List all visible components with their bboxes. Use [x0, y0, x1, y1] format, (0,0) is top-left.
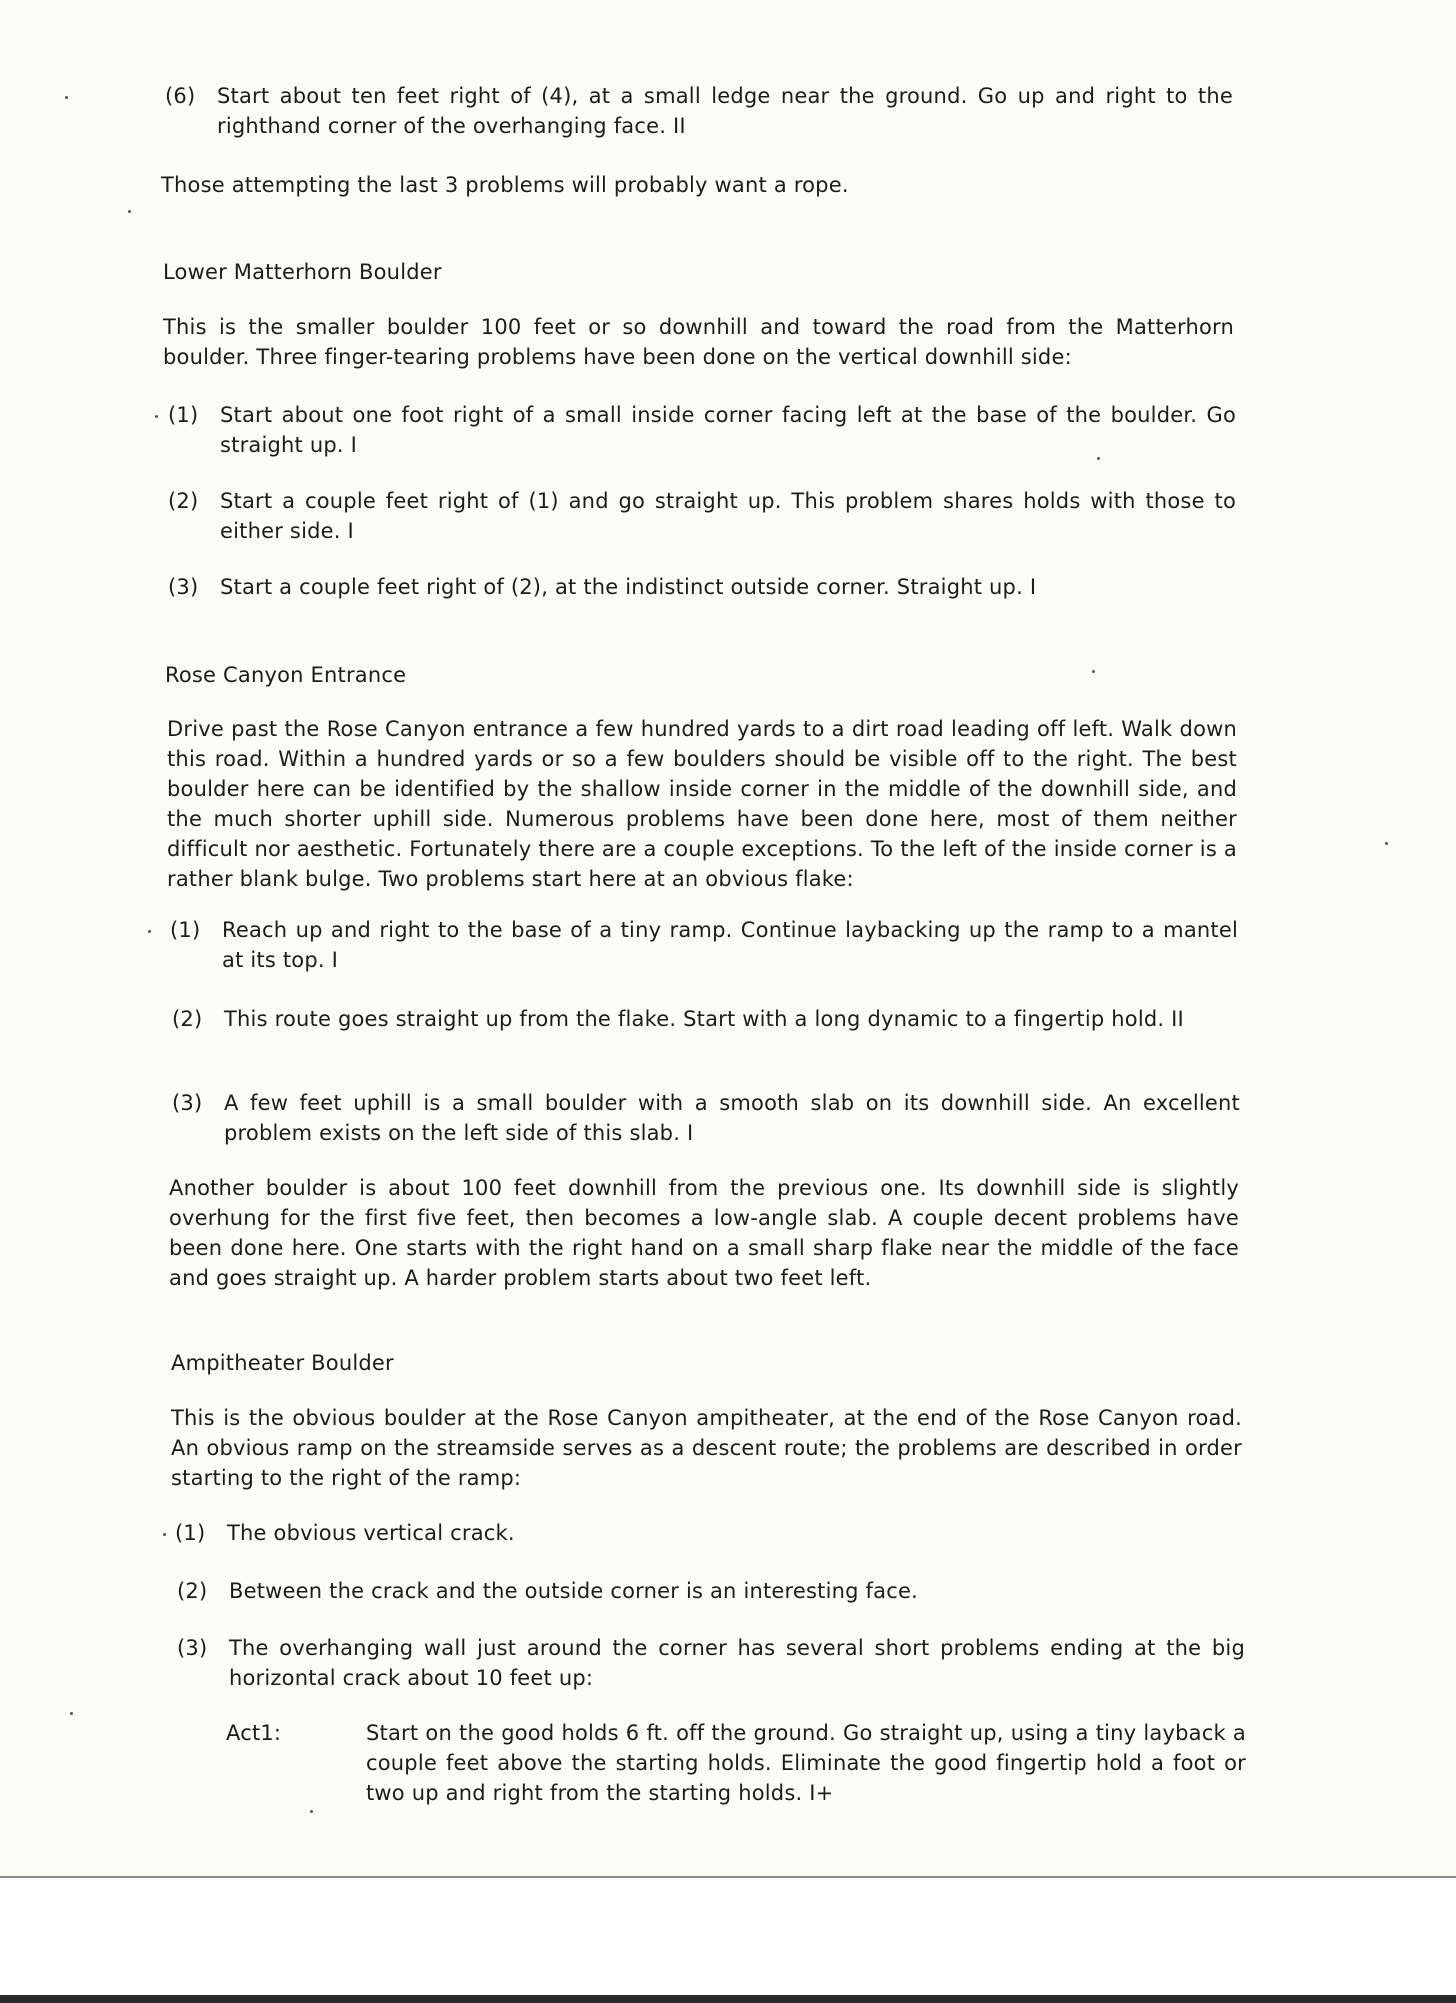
- scan-speck: [1385, 842, 1388, 845]
- problem-text: Start about ten feet right of (4), at a small ledge near the ground. Go up and right to the righthand corner of the overhanging face. II: [217, 84, 1233, 138]
- rose-canyon-problem-3: [172, 1088, 1240, 1148]
- ampitheater-problem-1: [175, 1518, 1243, 1548]
- section-heading-lower-matterhorn: Lower Matterhorn Boulder: [163, 260, 442, 284]
- rose-canyon-outro: Another boulder is about 100 feet downhill from the previous one. Its downhill side is slightly overhung for the first five feet, then becomes a low-angle slab. A couple decent problems have been done here. One starts with the right hand on a small sharp flake near the middle of the face and goes straight up. A harder problem starts about two feet left.: [169, 1176, 1239, 1290]
- problem-text: Between the crack and the outside corner is an interesting face.: [229, 1579, 918, 1603]
- act-1: [226, 1718, 1246, 1808]
- scan-speck: [163, 1533, 166, 1536]
- problem-text: A few feet uphill is a small boulder with a smooth slab on its downhill side. An excellent problem exists on the left side of this slab. I: [224, 1091, 1240, 1145]
- rose-canyon-intro: Drive past the Rose Canyon entrance a few hundred yards to a dirt road leading off left. Walk down this road. Within a hundred yards or so a few boulders should be visible off to the right. The best boulder here can be identified by the shallow inside corner in the middle of the downhill side, and the much shorter uphill side. Numerous problems have been done here, most of them neither difficult nor aesthetic. Fortunately there are a couple exceptions. To the left of the inside corner is a rather blank bulge. Two problems start here at an obvious flake:: [167, 717, 1237, 891]
- problem-text: Start a couple feet right of (1) and go straight up. This problem shares holds with those to either side. I: [220, 489, 1236, 543]
- problem-6: [165, 81, 1233, 141]
- scan-speck: [65, 96, 68, 99]
- problem-number: (1): [170, 918, 201, 942]
- problem-number: (3): [172, 1091, 203, 1115]
- rose-canyon-problem-2: [172, 1004, 1240, 1034]
- scan-speck: [1097, 457, 1100, 460]
- scan-speck: [148, 930, 151, 933]
- lower-matterhorn-problem-2: [168, 486, 1236, 546]
- problem-text: The overhanging wall just around the corner has several short problems ending at the big horizontal crack about 10 feet up:: [229, 1636, 1245, 1690]
- scan-speck: [310, 1810, 313, 1813]
- problem-text: This route goes straight up from the flake. Start with a long dynamic to a fingertip hold. II: [224, 1007, 1184, 1031]
- scan-speck: [1092, 670, 1095, 673]
- problem-number: (2): [172, 1007, 203, 1031]
- problem-number: (3): [168, 575, 199, 599]
- problem-text: The obvious vertical crack.: [227, 1521, 515, 1545]
- page-edge: [0, 1876, 1456, 1878]
- lower-matterhorn-intro: This is the smaller boulder 100 feet or so downhill and toward the road from the Matterhorn boulder. Three finger-tearing problems have been done on the vertical downhill side:: [163, 315, 1234, 369]
- problem-text: Start about one foot right of a small inside corner facing left at the base of the boulder. Go straight up. I: [220, 403, 1236, 457]
- act-label: Act1:: [226, 1721, 282, 1745]
- scan-border: [0, 1995, 1456, 2003]
- scan-speck: [155, 415, 158, 418]
- problem-text: Reach up and right to the base of a tiny ramp. Continue laybacking up the ramp to a mantel at its top. I: [222, 918, 1238, 972]
- ampitheater-intro: This is the obvious boulder at the Rose Canyon ampitheater, at the end of the Rose Canyon road. An obvious ramp on the streamside serves as a descent route; the problems are described in order starting to the right of the ramp:: [171, 1406, 1242, 1490]
- ampitheater-problem-3: [177, 1633, 1245, 1693]
- scan-speck: [70, 1712, 73, 1715]
- problem-number: (2): [168, 489, 199, 513]
- rope-note: Those attempting the last 3 problems will probably want a rope.: [161, 173, 849, 197]
- section-heading-ampitheater: Ampitheater Boulder: [171, 1351, 394, 1375]
- problem-number: (3): [177, 1636, 208, 1660]
- problem-number: (6): [165, 84, 196, 108]
- rose-canyon-problem-1: [170, 915, 1238, 975]
- lower-matterhorn-problem-1: [168, 400, 1236, 460]
- problem-number: (1): [175, 1521, 206, 1545]
- section-heading-rose-canyon: Rose Canyon Entrance: [165, 663, 407, 687]
- problem-text: Start a couple feet right of (2), at the indistinct outside corner. Straight up. I: [220, 575, 1037, 599]
- ampitheater-problem-2: [177, 1576, 1245, 1606]
- lower-matterhorn-problem-3: [168, 572, 1236, 602]
- problem-number: (1): [168, 403, 199, 427]
- scan-speck: [128, 210, 131, 213]
- problem-number: (2): [177, 1579, 208, 1603]
- act-text: Start on the good holds 6 ft. off the ground. Go straight up, using a tiny layback a couple feet above the starting holds. Eliminate the good fingertip hold a foot or two up and right from the starting holds. I+: [366, 1721, 1246, 1805]
